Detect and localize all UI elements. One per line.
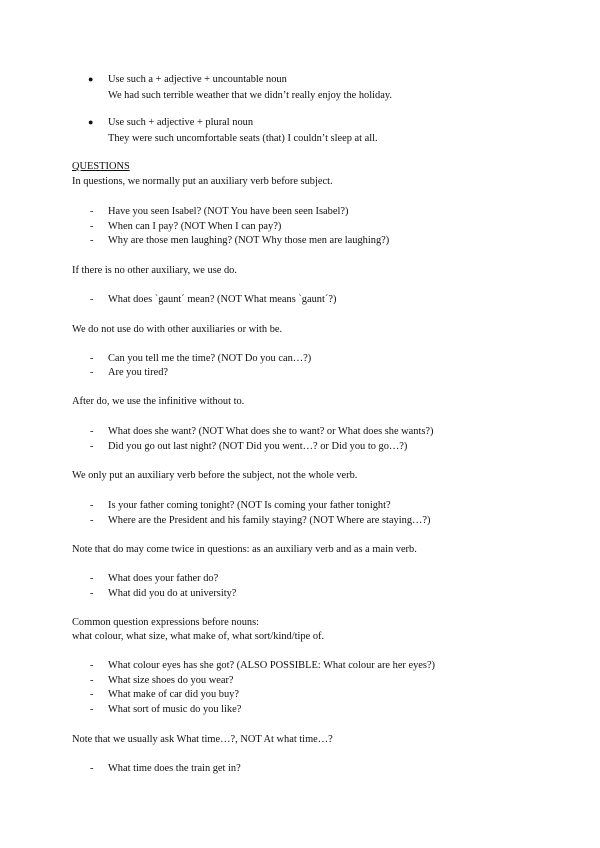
section-heading: QUESTIONS <box>72 161 130 172</box>
list-item: What does `gaunt´ mean? (NOT What means `gaunt´?) <box>108 294 337 305</box>
dash-marker: - <box>90 367 94 378</box>
dash-marker: - <box>90 515 94 526</box>
dash-marker: - <box>90 660 94 671</box>
dash-marker: - <box>90 426 94 437</box>
dash-marker: - <box>90 500 94 511</box>
list-item: Where are the President and his family staying? (NOT Where are staying…?) <box>108 515 431 526</box>
dash-marker: - <box>90 221 94 232</box>
list-item: Did you go out last night? (NOT Did you went…? or Did you to go…?) <box>108 441 408 452</box>
list-item: When can I pay? (NOT When I can pay?) <box>108 221 282 232</box>
paragraph: We do not use do with other auxiliaries or with be. <box>72 324 283 335</box>
paragraph: Note that do may come twice in questions: as an auxiliary verb and as a main verb. <box>72 544 417 555</box>
list-item: What does she want? (NOT What does she to want? or What does she wants?) <box>108 426 434 437</box>
dash-marker: - <box>90 689 94 700</box>
paragraph: After do, we use the infinitive without to. <box>72 396 245 407</box>
list-item: What colour eyes has she got? (ALSO POSSIBLE: What colour are her eyes?) <box>108 660 436 671</box>
paragraph: If there is no other auxiliary, we use do. <box>72 265 237 276</box>
bullet-rule: Use such + adjective + plural noun <box>108 117 254 128</box>
dash-marker: - <box>90 294 94 305</box>
bullet-icon: ● <box>88 74 94 84</box>
section-intro: In questions, we normally put an auxiliary verb before subject. <box>72 176 333 187</box>
list-item: What time does the train get in? <box>108 763 241 774</box>
paragraph: Common question expressions before nouns: <box>72 617 260 628</box>
dash-marker: - <box>90 573 94 584</box>
bullet-icon: ● <box>88 117 94 127</box>
list-item: What make of car did you buy? <box>108 689 239 700</box>
dash-marker: - <box>90 763 94 774</box>
list-item: What did you do at university? <box>108 588 237 599</box>
dash-marker: - <box>90 704 94 715</box>
list-item: What sort of music do you like? <box>108 704 242 715</box>
paragraph: We only put an auxiliary verb before the subject, not the whole verb. <box>72 470 358 481</box>
dash-marker: - <box>90 353 94 364</box>
list-item: What size shoes do you wear? <box>108 675 234 686</box>
list-item: Can you tell me the time? (NOT Do you can…?) <box>108 353 312 364</box>
paragraph: what colour, what size, what make of, what sort/kind/tipe of. <box>72 631 325 642</box>
list-item: Are you tired? <box>108 367 169 378</box>
paragraph: Note that we usually ask What time…?, NOT At what time…? <box>72 734 333 745</box>
bullet-example: They were such uncomfortable seats (that) I couldn’t sleep at all. <box>108 133 378 144</box>
list-item: What does your father do? <box>108 573 219 584</box>
bullet-rule: Use such a + adjective + uncountable noun <box>108 74 287 85</box>
dash-marker: - <box>90 675 94 686</box>
dash-marker: - <box>90 441 94 452</box>
list-item: Is your father coming tonight? (NOT Is coming your father tonight? <box>108 500 391 511</box>
dash-marker: - <box>90 235 94 246</box>
dash-marker: - <box>90 588 94 599</box>
list-item: Why are those men laughing? (NOT Why those men are laughing?) <box>108 235 390 246</box>
dash-marker: - <box>90 206 94 217</box>
bullet-example: We had such terrible weather that we didn’t really enjoy the holiday. <box>108 90 392 101</box>
list-item: Have you seen Isabel? (NOT You have been seen Isabel?) <box>108 206 349 217</box>
